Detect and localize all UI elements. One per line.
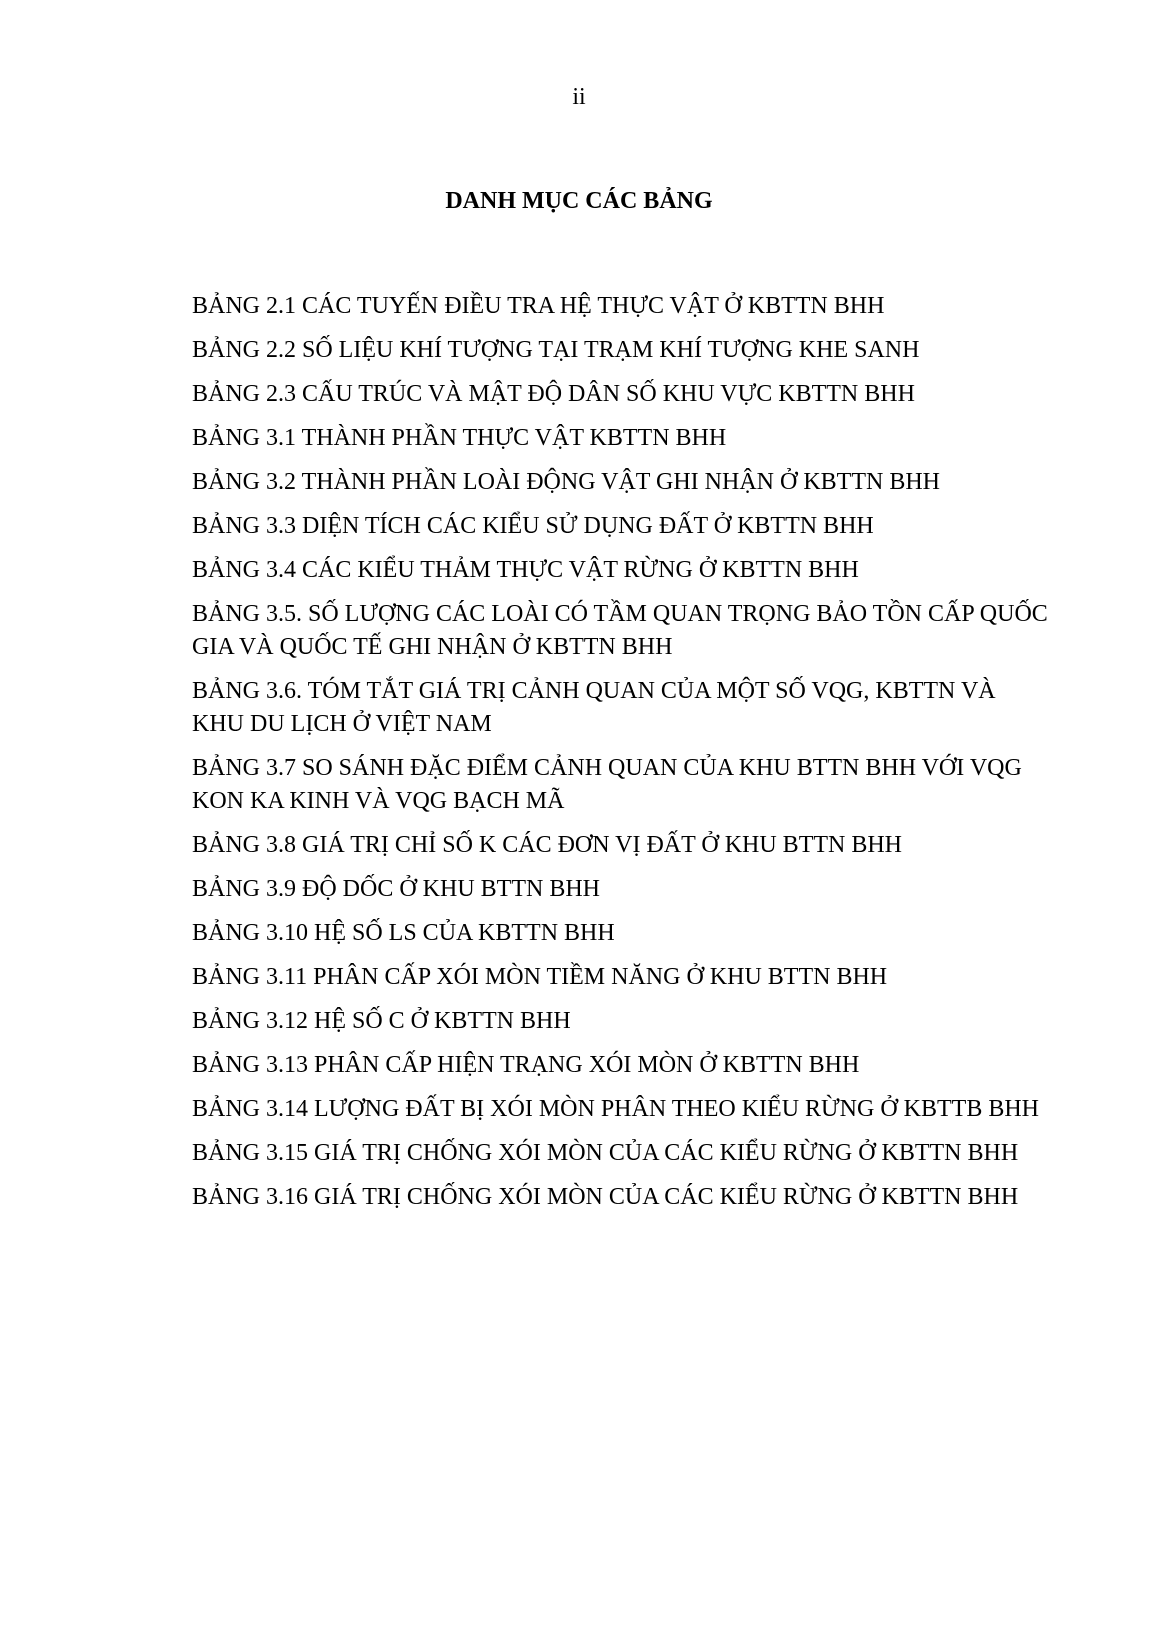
table-entry-text: BẢNG 2.3 CẤU TRÚC VÀ MẬT ĐỘ DÂN SỐ KHU VỰC KBTTN BHH bbox=[192, 381, 915, 407]
table-entry-text: BẢNG 3.9 ĐỘ DỐC Ở KHU BTTN BHH bbox=[192, 876, 600, 902]
table-entry-text: BẢNG 3.6. TÓM TẮT GIÁ TRỊ CẢNH QUAN CỦA MỘT SỐ VQG, KBTTN VÀ bbox=[192, 678, 996, 704]
table-list-entry bbox=[192, 1049, 1112, 1082]
table-list-entry bbox=[192, 1137, 1112, 1170]
table-list-entry bbox=[192, 466, 1112, 499]
table-entry-text: BẢNG 3.15 GIÁ TRỊ CHỐNG XÓI MÒN CỦA CÁC KIỂU RỪNG Ở KBTTN BHH bbox=[192, 1140, 1019, 1166]
table-entry-text: BẢNG 3.13 PHÂN CẤP HIỆN TRẠNG XÓI MÒN Ở KBTTN BHH bbox=[192, 1052, 860, 1078]
table-list-entry bbox=[192, 510, 1112, 543]
table-entry-text: GIA VÀ QUỐC TẾ GHI NHẬN Ở KBTTN BHH bbox=[192, 634, 673, 660]
table-entry-text: BẢNG 3.14 LƯỢNG ĐẤT BỊ XÓI MÒN PHÂN THEO KIỂU RỪNG Ở KBTTB BHH bbox=[192, 1096, 1040, 1122]
table-list-entry bbox=[192, 917, 1112, 950]
table-entry-text: BẢNG 3.16 GIÁ TRỊ CHỐNG XÓI MÒN CỦA CÁC KIỂU RỪNG Ở KBTTN BHH bbox=[192, 1184, 1019, 1210]
table-list-entry bbox=[192, 1005, 1112, 1038]
table-entry-text: BẢNG 3.10 HỆ SỐ LS CỦA KBTTN BHH bbox=[192, 920, 615, 946]
table-list-entry bbox=[192, 554, 1112, 587]
table-entry-text: BẢNG 2.1 CÁC TUYẾN ĐIỀU TRA HỆ THỰC VẬT Ở KBTTN BHH bbox=[192, 293, 885, 319]
table-list-entry bbox=[192, 378, 1112, 411]
table-list-entry bbox=[192, 873, 1112, 906]
page-number: ii bbox=[572, 84, 586, 110]
table-list-entry bbox=[192, 422, 1112, 455]
table-entry-text: BẢNG 2.2 SỐ LIỆU KHÍ TƯỢNG TẠI TRẠM KHÍ TƯỢNG KHE SANH bbox=[192, 337, 920, 363]
table-list-entry bbox=[192, 752, 1112, 818]
table-entry-text: BẢNG 3.8 GIÁ TRỊ CHỈ SỐ K CÁC ĐƠN VỊ ĐẤT Ở KHU BTTN BHH bbox=[192, 832, 903, 858]
table-list-entry bbox=[192, 334, 1112, 367]
table-list bbox=[192, 290, 1112, 1225]
table-entry-text: BẢNG 3.4 CÁC KIỂU THẢM THỰC VẬT RỪNG Ở KBTTN BHH bbox=[192, 557, 859, 583]
page-title: DANH MỤC CÁC BẢNG bbox=[445, 188, 713, 214]
table-list-entry bbox=[192, 961, 1112, 994]
table-entry-text: BẢNG 3.1 THÀNH PHẦN THỰC VẬT KBTTN BHH bbox=[192, 425, 727, 451]
table-list-entry bbox=[192, 829, 1112, 862]
table-list-entry bbox=[192, 675, 1112, 741]
table-entry-text: BẢNG 3.2 THÀNH PHẦN LOÀI ĐỘNG VẬT GHI NHẬN Ở KBTTN BHH bbox=[192, 469, 940, 495]
table-entry-text: BẢNG 3.12 HỆ SỐ C Ở KBTTN BHH bbox=[192, 1008, 571, 1034]
table-list-entry bbox=[192, 1093, 1112, 1126]
table-entry-text: BẢNG 3.7 SO SÁNH ĐẶC ĐIỂM CẢNH QUAN CỦA KHU BTTN BHH VỚI VQG bbox=[192, 755, 1022, 781]
table-entry-text: KON KA KINH VÀ VQG BẠCH MÃ bbox=[192, 788, 565, 814]
table-entry-text: BẢNG 3.3 DIỆN TÍCH CÁC KIỂU SỬ DỤNG ĐẤT Ở KBTTN BHH bbox=[192, 513, 874, 539]
table-list-entry bbox=[192, 598, 1112, 664]
table-entry-text: BẢNG 3.5. SỐ LƯỢNG CÁC LOÀI CÓ TẦM QUAN TRỌNG BẢO TỒN CẤP QUỐC bbox=[192, 601, 1048, 627]
table-entry-text: BẢNG 3.11 PHÂN CẤP XÓI MÒN TIỀM NĂNG Ở KHU BTTN BHH bbox=[192, 964, 888, 990]
table-list-entry bbox=[192, 290, 1112, 323]
table-entry-text: KHU DU LỊCH Ở VIỆT NAM bbox=[192, 711, 492, 737]
table-list-entry bbox=[192, 1181, 1112, 1214]
